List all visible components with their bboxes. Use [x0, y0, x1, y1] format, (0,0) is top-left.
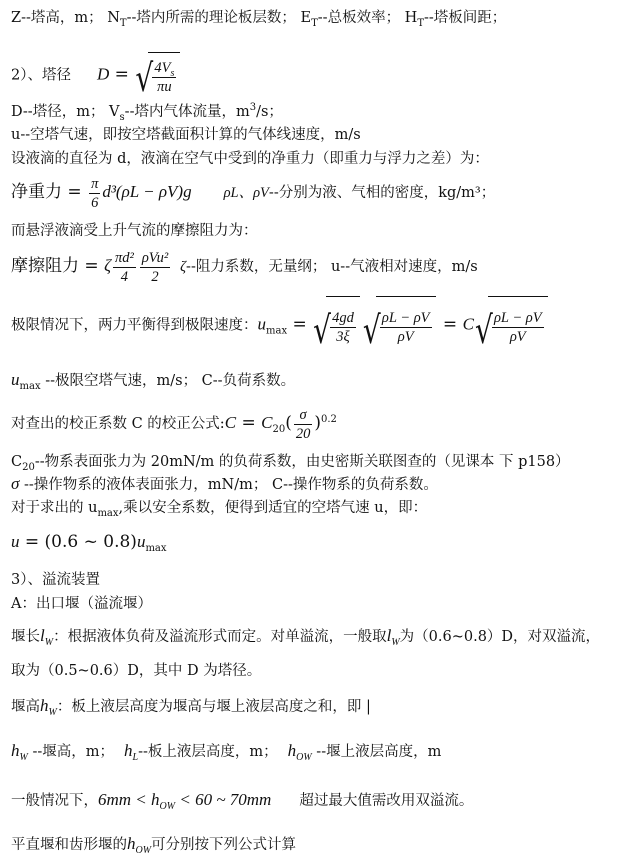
line-tower-diameter-formula: 2）、塔径 D = √ $\frac{4V_s}{\pi u}$ — [11, 52, 182, 99]
line-gas-velocity-def: u--空塔气速，即按空塔截面积计算的气体线速度，m/s — [11, 127, 361, 143]
line-outlet-weir: A：出口堰（溢流堰） — [11, 596, 152, 612]
line-limit-velocity-formula: 极限情况下，两力平衡得到极限速度：$u_{max}$ = √ $\frac{4gd}{3\xi}$ √ $\frac{\rho L - \rho V}{\rho V}$ = C √ $\frac{\rho L - \rho V}{\rho V}$ — [11, 296, 550, 355]
line-weir-formulas-intro: 平直堰和齿形堰的$h_{OW}$可分别按下列公式计算 — [11, 834, 297, 856]
line-variable-defs: Z--塔高，m； $N_T--$塔内所需的理论板层数； $E_T--$总板效率； $H_T--$塔板间距； — [11, 10, 507, 29]
line-weir-height: 堰高$h_W$：板上液层高度为堰高与堰上液层高度之和，即 | — [11, 696, 371, 718]
line-sigma-def: σ --操作物系的液体表面张力，mN/m； C--操作物系的负荷系数。 — [11, 474, 438, 493]
line-height-defs: $h_W$ --堰高，m； $h_L--$板上液层高度，m； $h_{OW}$ --堰上液层高度，m — [11, 741, 442, 763]
line-correction-formula: 对查出的校正系数 C 的校正公式:C = $C_{20}$( $\frac{\sigma}{20}$ )$^{0.2}$ — [11, 406, 337, 442]
line-net-gravity-formula: 净重力 = $\frac{\pi}{6}$ d³(ρL − ρV)g ρL、ρV--分别为液、气相的密度，kg/m³； — [11, 175, 496, 211]
line-friction-intro: 而悬浮液滴受上升气流的摩擦阻力为： — [11, 223, 258, 239]
sqrt-diameter: √ $\frac{4V_s}{\pi u}$ — [136, 52, 180, 99]
line-droplet-intro: 设液滴的直径为 d，液滴在空气中受到的净重力（即重力与浮力之差）为： — [11, 151, 489, 167]
line-suitable-velocity: u = (0.6 ~ $0.8)u_{max}$ — [11, 532, 167, 554]
section-overflow-device: 3）、溢流装置 — [11, 572, 100, 588]
line-weir-length: 堰长$l_W$：根据液体负荷及溢流形式而定。对单溢流，一般取$l_W$为（0.6~0.8）D，对双溢流， — [11, 626, 601, 648]
line-weir-length-double: 取为（0.5~0.6）D，其中 D 为塔径。 — [11, 663, 262, 679]
line-safety-factor: 对于求出的 $u_{max}$,乘以安全系数，便得到适宜的空塔气速 u，即： — [11, 500, 428, 519]
line-diameter-def: D--塔径，m； $V_s--$塔内气体流量，$m^3/s$； — [11, 102, 283, 123]
line-friction-formula: 摩擦阻力 = ζ $\frac{\text{πd²}}{4}$ $\frac{\text{ρVu²}}{2}$ ζ--阻力系数，无量纲； u--气液相对速度，m/s — [11, 249, 478, 285]
line-how-range: 一般情况下，$6mm < h_{OW} < 60$ ~ 70mm 超过最大值需改用双溢流。 — [11, 790, 474, 812]
line-umax-def: $u_{max}$ --极限空塔气速，m/s； C--负荷系数。 — [11, 370, 296, 392]
line-c20-def: $C_{20}--$物系表面张力为 20mN/m 的负荷系数，由史密斯关联图查的（见课本 下 p158） — [11, 454, 570, 473]
